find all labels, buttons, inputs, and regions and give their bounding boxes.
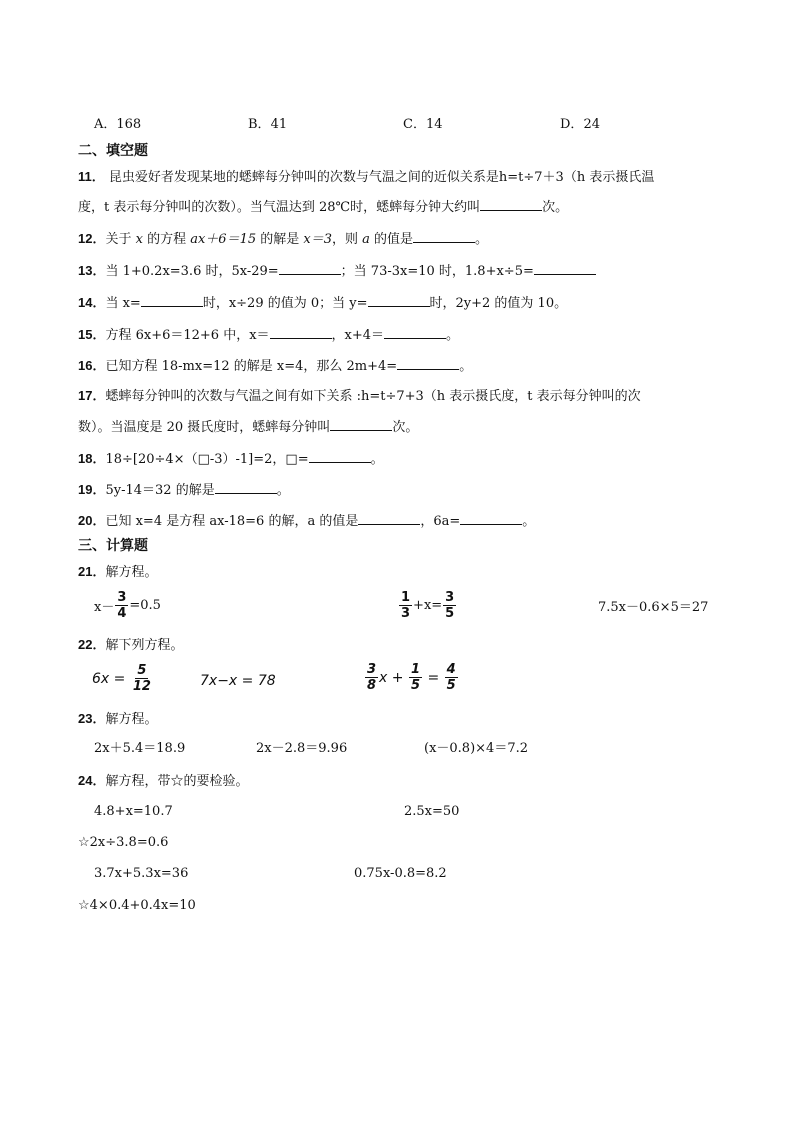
answer-blank[interactable]	[279, 262, 341, 275]
question-19: 19．5y-14＝32 的解是 。	[78, 482, 290, 498]
answer-blank[interactable]	[480, 198, 542, 211]
fraction: $\frac{5}{12}$	[132, 663, 151, 694]
equation-24-2: 2.5x=50	[404, 804, 460, 819]
question-23: 23．解方程。	[78, 711, 158, 727]
answer-blank[interactable]	[460, 512, 522, 525]
question-21: 21．解方程。	[78, 564, 158, 580]
option-b: B．41	[248, 117, 288, 132]
equation-23-1: 2x＋5.4＝18.9	[94, 741, 186, 756]
question-24: 24．解方程，带☆的要检验。	[78, 773, 249, 789]
question-15: 15．方程 6x+6＝12+6 中，x＝ ，x+4＝ 。	[78, 327, 460, 343]
equation-24-4: 3.7x+5.3x=36	[94, 866, 189, 881]
answer-blank[interactable]	[215, 481, 277, 494]
equation-24-6: ☆4×0.4+0.4x=10	[78, 898, 196, 913]
equation-21-2: $\frac{1}{3}$ +x= $\frac{3}{5}$	[401, 590, 455, 621]
question-16: 16．已知方程 18-mx=12 的解是 x=4，那么 2m+4= 。	[78, 358, 473, 374]
fraction: $\frac{3}{8}$	[367, 662, 377, 693]
question-13: 13．当 1+0.2x=3.6 时，5x-29= ；当 73-3x=10 时，1.8+x÷5=	[78, 262, 596, 281]
option-a: A．168	[94, 117, 142, 132]
answer-blank[interactable]	[534, 262, 596, 275]
section-title-calculation: 三、计算题	[78, 538, 148, 554]
equation-23-3: (x－0.8)×4＝7.2	[424, 741, 528, 756]
section-title-fill-blank: 二、填空题	[78, 143, 148, 159]
question-18: 18．18÷[20÷4×（□-3）-1]=2，□= 。	[78, 451, 384, 467]
equation-22-1: 6x = $\frac{5}{12}$	[92, 663, 151, 694]
question-11-line1: 11． 昆虫爱好者发现某地的蟋蟀每分钟叫的次数与气温之间的近似关系是h=t÷7＋3（h 表示摄氏温	[78, 169, 655, 185]
question-17-line2: 数）。当温度是 20 摄氏度时，蟋蟀每分钟叫 次。	[78, 420, 419, 435]
equation-22-3: $\frac{3}{8}$ x + $\frac{1}{5}$ = $\frac{4}{5}$	[367, 662, 456, 693]
answer-blank[interactable]	[368, 294, 430, 307]
answer-blank[interactable]	[330, 418, 392, 431]
option-c: C．14	[403, 117, 443, 132]
question-12: 12．关于 x 的方程 ax＋6＝15 的解是 x＝3，则 a 的值是 。	[78, 231, 489, 247]
fraction: $\frac{1}{5}$	[410, 662, 421, 693]
option-d: D．24	[560, 117, 600, 132]
answer-blank[interactable]	[413, 230, 475, 243]
answer-blank[interactable]	[397, 357, 459, 370]
question-22: 22．解下列方程。	[78, 637, 184, 653]
question-17-line1: 17．蟋蟀每分钟叫的次数与气温之间有如下关系 :h=t÷7+3（h 表示摄氏度，t 表示每分钟叫的次	[78, 388, 641, 404]
answer-blank[interactable]	[309, 450, 371, 463]
equation-24-5: 0.75x-0.8=8.2	[354, 866, 447, 881]
fraction: $\frac{3}{5}$	[445, 590, 455, 621]
equation-24-3: ☆2x÷3.8=0.6	[78, 835, 169, 850]
equation-22-2: 7x−x = 78	[200, 673, 276, 689]
fraction: $\frac{3}{4}$	[117, 590, 127, 621]
answer-blank[interactable]	[384, 326, 446, 339]
answer-blank[interactable]	[141, 294, 203, 307]
fraction: $\frac{4}{5}$	[446, 662, 456, 693]
question-11-line2: 度，t 表示每分钟叫的次数）。当气温达到 28℃时，蟋蟀每分钟大约叫 次。	[78, 200, 569, 215]
fraction: $\frac{1}{3}$	[401, 590, 411, 621]
question-14: 14．当 x= 时，x÷29 的值为 0；当 y= 时，2y+2 的值为 10。	[78, 295, 568, 311]
answer-blank[interactable]	[270, 326, 332, 339]
equation-21-1: x－ $\frac{3}{4}$ =0.5	[94, 590, 161, 621]
equation-21-3: 7.5x－0.6×5＝27	[598, 600, 709, 615]
equation-23-2: 2x－2.8＝9.96	[256, 741, 348, 756]
equation-24-1: 4.8+x=10.7	[94, 804, 173, 819]
answer-blank[interactable]	[358, 512, 420, 525]
question-20: 20．已知 x=4 是方程 ax-18=6 的解，a 的值是 ，6a= 。	[78, 513, 536, 529]
